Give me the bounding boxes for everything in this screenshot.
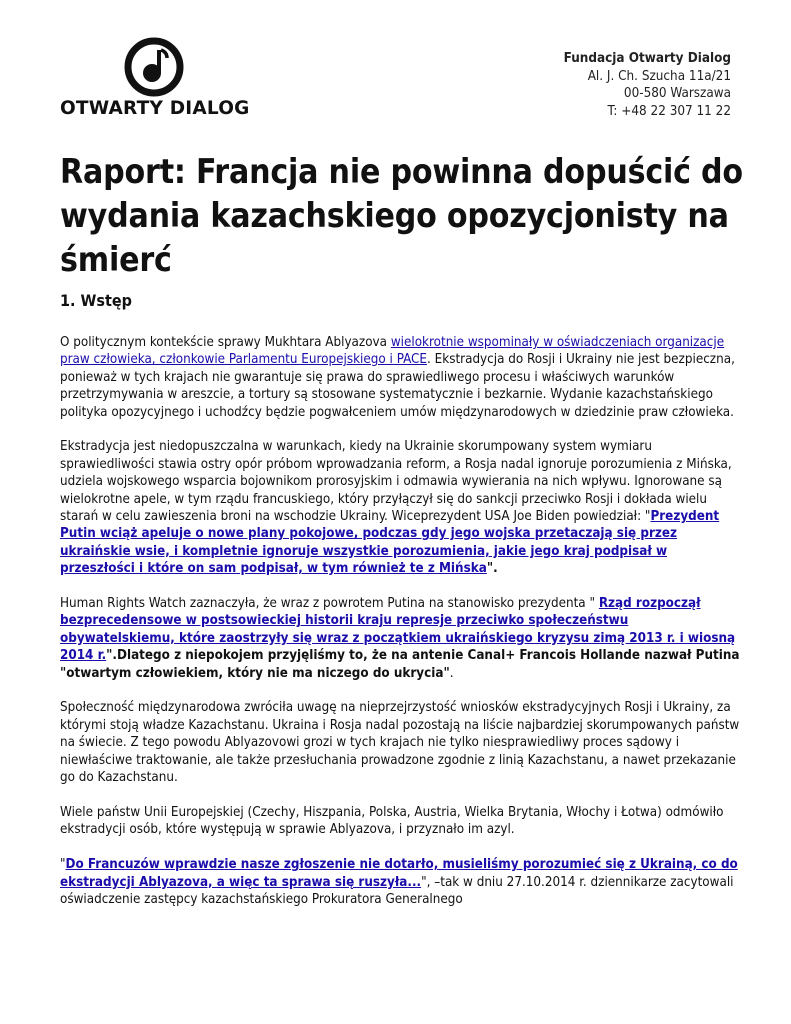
address-line2: 00-580 Warszawa [623,86,731,101]
paragraph-3-text: Human Rights Watch zaznaczyła, że wraz z powrotem Putina na stanowisko prezydenta " [60,596,599,612]
paragraph-6 [60,856,740,908]
paragraph-2 [60,438,740,577]
article-body [60,334,740,926]
paragraph-4: Społeczność międzynarodowa zwróciła uwagę na nieprzejrzystość wniosków ekstradycyjnych Rosji i Ukrainy, za którymi stoją władze Kazachstanu. Ukraina i Rosja nadal pozostają na liście najbardziej skorumpowanych państw na świecie. Z tego powodu Ablyazovowi grozi w tych krajach nie tylko niesprawiedliwy proces sądowy i niewłaściwe traktowanie, ale także przesłuchania prowadzone zgodnie z linią Kazachstanu, a nawet przekazanie go do Kazachstanu. [60,700,740,786]
address-line1: Al. J. Ch. Szucha 11a/21 [587,68,731,84]
logo-text: OTWARTY DIALOG [60,98,250,119]
paragraph-2-text: Ekstradycja jest niedopuszczalna w warunkach, kiedy na Ukrainie skorumpowany system wymiaru sprawiedliwości stawia ostry opór próbom wprowadzania reform, a Rosja nadal ignoruje porozumienia z Mińska, udziela wojskowego wsparcia bojownikom prorosyjskim i odmawia wywierania na nich wpływu. Ignorowane są wielokrotne apele, w tym rządu francuskiego, który przyłączył się do sankcji przeciwko Rosji i dokłada wielu starań w celu zawieszenia broni na wschodzie Ukrainy. Wiceprezydent USA Joe Biden powiedział: " [60,439,732,525]
link-hrw-repressions[interactable]: bezprecedensowe w postsowieckiej historii kraju represje przeciwko społeczeństwu obywatelskiemu, które zaostrzyły się wraz z początkiem ukraińskiego kryzysu zimą 2013 r. i wiosną 2014 r. [60,613,736,664]
paragraph-1-text: O politycznym kontekście sprawy Mukhtara Ablyazova [60,335,391,350]
section-heading: 1. Wstęp [60,291,132,310]
address-block [564,50,731,120]
link-biden-quote[interactable]: Prezydent Putin wciąż apeluje o nowe plany pokojowe, podczas gdy jego wojska przetaczają się przez ukraińskie wsie, i kompletnie ignoruje wszystkie porozumienia, jakie jego kraj podpisał w przeszłości i które on sam podpisał, w tym również te z Mińska [60,509,720,577]
paragraph-1-text-2: . Ekstradycja do Rosji i Ukrainy nie jest bezpieczna, ponieważ w tych krajach nie gwarantuje się prawa do sprawiedliwego procesu i właściwych warunków przetrzymywania w areszcie, a tortury są stosowane systematycznie i bezkarnie. Wydanie kazachstańskiego polityka opozycyjnego i uchodźcy będzie pogwałceniem umów międzynarodowych w dziedzinie praw człowieka. [60,352,735,420]
paragraph-1 [60,334,740,421]
paragraph-6-text-2: ", –tak w dniu 27.10.2014 r. dziennikarze zacytowali oświadczenie zastępcy kazachstańskiego Prokuratora Generalnego [60,874,734,907]
link-human-rights-statements[interactable]: wielokrotnie wspominały w oświadczeniach organizacje praw człowieka, członkowie Parlamentu Europejskiego i PACE [60,335,725,368]
link-prosecutor-quote[interactable]: Do Francuzów wprawdzie nasze zgłoszenie nie dotarło, musieliśmy porozumieć się z Ukrainą, co do ekstradycji Ablyazova, a więc ta sprawa się ruszyła... [60,857,738,890]
hollande-quote: "otwartym człowiekiem, który nie ma niczego do ukrycia" [60,665,450,681]
paragraph-3 [60,595,740,682]
otwarty-dialog-logo-icon [123,36,185,98]
phone: T: +48 22 307 11 22 [607,103,731,119]
paragraph-3-text-2: ".Dlatego z niepokojem przyjęliśmy to, że na antenie Canal+ Francois Hollande nazwał Putina [106,648,740,664]
org-name: Fundacja Otwarty Dialog [563,51,731,66]
page-title: Raport: Francja nie powinna dopuścić do wydania kazachskiego opozycjonisty na śmierć [60,152,743,279]
paragraph-2-text-2: ". [486,561,498,577]
paragraph-3-text-3: . [449,665,454,681]
paragraph-5: Wiele państw Unii Europejskiej (Czechy, Hiszpania, Polska, Austria, Wielka Brytania, Włochy i Łotwa) odmówiło ekstradycji osób, które występują w sprawie Ablyazova, i przyznało im azyl. [60,804,724,838]
paragraph-6-text: " [60,857,66,873]
link-hrw-government[interactable]: Rząd rozpoczął [598,596,701,612]
